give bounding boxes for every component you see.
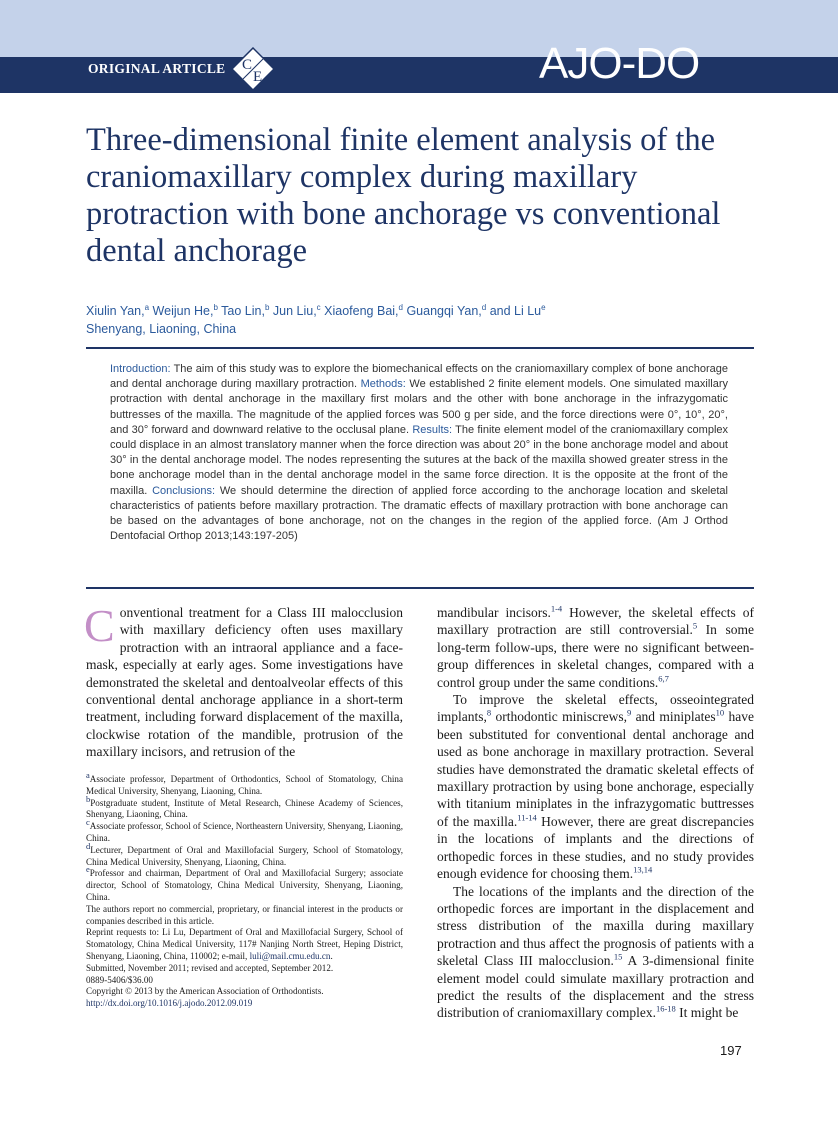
citation-ref[interactable]: 15 bbox=[613, 951, 623, 962]
body-text: However, there are great discrepancies in the locations of implants and the directions of orthopedic forces in these studies, and no study provides enough evidence for choosing them. bbox=[437, 813, 754, 882]
body-text: It might be bbox=[675, 1005, 739, 1021]
ce-letter-e: E bbox=[253, 69, 263, 85]
citation-ref[interactable]: 11-14 bbox=[517, 812, 537, 823]
abstract-methods-heading: Methods: bbox=[360, 378, 406, 391]
citation-ref[interactable]: 5 bbox=[692, 620, 698, 631]
body-text: The locations of the implants and the direction of the orthopedic forces are important in the displacement and stress distribution of the maxilla during maxillary protraction and thus affect the prognosis of patients with a skeletal Class III malocclusion. bbox=[437, 883, 754, 969]
abstract-results-heading: Results: bbox=[412, 423, 453, 436]
footnote-mark: b bbox=[86, 793, 91, 804]
footnote-copyright: Copyright © 2013 by the American Association of Orthodontists. bbox=[86, 986, 324, 997]
abstract-introduction-heading: Introduction: bbox=[110, 363, 171, 375]
abstract-top-rule bbox=[86, 347, 754, 349]
footnote-disclosure: The authors report no commercial, proprietary, or financial interest in the products or companies described in this article. bbox=[86, 903, 403, 926]
ce-diamond-icon bbox=[231, 47, 275, 91]
footnote-affiliation bbox=[86, 817, 403, 845]
abstract-conclusions-heading: Conclusions: bbox=[152, 484, 216, 497]
author-names bbox=[86, 302, 766, 320]
abstract bbox=[110, 362, 728, 544]
author-affiliation-mark: b bbox=[213, 302, 218, 312]
footnote-mark: c bbox=[86, 817, 90, 828]
author-affiliation-mark: b bbox=[264, 302, 270, 312]
abstract-introduction-text: The aim of this study was to explore the biomechanical effects on the craniomaxillary complex of bone anchorage and dental anchorage during maxillary protraction. bbox=[110, 363, 728, 391]
footnote-mark: a bbox=[86, 769, 90, 780]
drop-cap: C bbox=[84, 600, 115, 651]
body-text: However, the skeletal effects of maxillary protraction are still controversial. bbox=[437, 605, 754, 638]
abstract-results-text: The finite element model of the craniomaxillary complex could displace in an almost translatory manner when the force direction was about 20° in the bone anchorage model and about 30° in the dental anchorage model. The nodes representing the sutures at the back of the maxilla showed greater stress in the bone anchorage model than in the dental anchorage model in the same force direction. It is the opposite at the front of the maxilla. bbox=[110, 423, 729, 497]
abstract-conclusions-text: We should determine the direction of applied force according to the anchorage location and skeletal characteristics of patients before maxillary protraction. The dramatic effects of maxillary protraction with bone anchorage can be based on the advantages of bone anchorage, not on the changes in the region of the applied force. (Am J Orthod Dentofacial Orthop 2013;143:197-205) bbox=[110, 484, 728, 543]
author-affiliation-mark: c bbox=[316, 302, 321, 312]
author-name: Guangqi Yan, bbox=[406, 304, 482, 318]
body-text: In some long-term follow-ups, there were no significant between-group differences in skeletal changes, compared with a control group under the same conditions. bbox=[437, 622, 755, 690]
body-column-left bbox=[84, 600, 403, 761]
author-affiliation-mark: a bbox=[144, 302, 150, 312]
page-number: 197 bbox=[720, 1043, 742, 1058]
author-name: Jun Liu, bbox=[272, 304, 317, 318]
body-paragraph bbox=[84, 600, 403, 761]
footnote-text: Reprint requests to: Li Lu, Department of Oral and Maxillofacial Surgery, School of Stomatology, China Medical University, 117# Nanjing North Street, Heping District, Shenyang, Liaoning, China, 110002; e-mail, bbox=[86, 927, 403, 961]
footnote-reprint bbox=[86, 927, 403, 962]
body-column-right bbox=[437, 604, 754, 1022]
author-name: Weijun He, bbox=[152, 304, 214, 318]
author-name: Tao Lin, bbox=[221, 304, 265, 318]
author-name: and Li Lu bbox=[489, 304, 542, 318]
body-paragraph bbox=[437, 691, 754, 882]
header-top-band bbox=[0, 0, 838, 57]
body-text: have been substituted for conventional dental anchorage and used as bone anchorage in maxillary protraction. Several studies have demonstrated the dramatic skeletal effects of maxillary protraction by using bone anchorage, especially with titanium miniplates in the infrazygomatic buttresses of the maxilla. bbox=[437, 709, 754, 829]
author-affiliation-mark: d bbox=[398, 302, 403, 312]
citation-ref[interactable]: 10 bbox=[715, 707, 725, 718]
citation-ref[interactable]: 6,7 bbox=[658, 673, 669, 684]
body-paragraph bbox=[437, 883, 754, 1022]
footnote-text: Postgraduate student, Institute of Metal Research, Chinese Academy of Sciences, Shenyang, Liaoning, China. bbox=[86, 797, 403, 820]
doi-link[interactable]: http://dx.doi.org/10.1016/j.ajodo.2012.09.019 bbox=[86, 998, 253, 1009]
footnote-mark: e bbox=[86, 864, 90, 875]
footnote-text: Associate professor, Department of Orthodontics, School of Stomatology, China Medical University, Shenyang, Liaoning, China. bbox=[86, 774, 403, 796]
body-text: onventional treatment for a Class III malocclusion with maxillary deficiency often uses maxillary protraction with an intraoral appliance and a face-mask, especially at early ages. Some investigations have demonstrated the skeletal and dentoalveolar effects of this conventional dental anchorage appliance in a short-term treatment, including forward displacement of the maxilla, clockwise rotation of the mandible, protrusion of the maxillary incisors, and retrusion of the bbox=[86, 605, 403, 760]
body-text: orthodontic miniscrews, bbox=[491, 709, 627, 725]
email-link[interactable]: luli@mail.cmu.edu.cn bbox=[249, 950, 331, 961]
author-location: Shenyang, Liaoning, China bbox=[86, 322, 237, 336]
author-name: Xiaofeng Bai, bbox=[324, 304, 399, 318]
body-text: To improve the skeletal effects, osseointegrated implants, bbox=[437, 692, 754, 725]
footnotes bbox=[86, 769, 403, 1010]
abstract-methods-text: We established 2 finite element models. One simulated maxillary protraction with dental anchorage in the maxillary first molars and the other with bone anchorage in the infrazygomatic buttresses of the maxilla. The magnitude of the applied forces was 500 g per side, and the force directions were 0°, 10°, 20°, and 30° forward and downward relative to the occlusal plane. bbox=[110, 378, 728, 436]
footnote-affiliation bbox=[86, 769, 403, 798]
author-list bbox=[86, 302, 766, 338]
journal-logo: AJO-DO bbox=[539, 39, 700, 88]
footnote-text: Associate professor, School of Science, Northeastern University, Shenyang, Liaoning, China. bbox=[86, 821, 403, 843]
citation-ref[interactable]: 8 bbox=[486, 707, 492, 718]
footnote-affiliation bbox=[86, 864, 403, 903]
footnote-text: Professor and chairman, Department of Oral and Maxillofacial Surgery; associate director, School of Stomatology, China Medical University, Shenyang, Liaoning, China. bbox=[86, 868, 403, 902]
citation-ref[interactable]: 16-18 bbox=[655, 1003, 676, 1014]
body-text: and miniplates bbox=[631, 709, 716, 725]
citation-ref[interactable]: 1-4 bbox=[550, 603, 563, 614]
footnote-affiliation bbox=[86, 793, 403, 822]
footnote-affiliation bbox=[86, 840, 403, 869]
body-text: mandibular incisors. bbox=[437, 605, 551, 620]
footnote-issn: 0889-5406/$36.00 bbox=[86, 974, 153, 985]
author-name: Xiulin Yan, bbox=[86, 304, 145, 318]
body-text: A 3-dimensional finite element model could simulate maxillary protraction and predict the results of the displacement and the stress distribution of craniomaxillary complex. bbox=[437, 953, 754, 1021]
author-affiliation-mark: e bbox=[541, 302, 546, 312]
article-type-label: ORIGINAL ARTICLE bbox=[88, 61, 226, 76]
abstract-bottom-rule bbox=[86, 587, 754, 589]
article-title: Three-dimensional finite element analysis of the craniomaxillary complex during maxillary protraction with bone anchorage vs conventional dental anchorage bbox=[86, 122, 721, 269]
body-paragraph bbox=[437, 604, 754, 691]
footnote-text: Lecturer, Department of Oral and Maxillofacial Surgery, School of Stomatology, China Medical University, Shenyang, Liaoning, China. bbox=[86, 844, 403, 867]
footnote-submitted: Submitted, November 2011; revised and accepted, September 2012. bbox=[86, 962, 334, 973]
citation-ref[interactable]: 13,14 bbox=[633, 864, 653, 875]
footnote-mark: d bbox=[86, 840, 91, 851]
ce-letter-c: C bbox=[242, 57, 253, 73]
author-affiliation-mark: d bbox=[481, 302, 487, 312]
footnote-text: . bbox=[330, 950, 333, 961]
citation-ref[interactable]: 9 bbox=[626, 707, 632, 718]
